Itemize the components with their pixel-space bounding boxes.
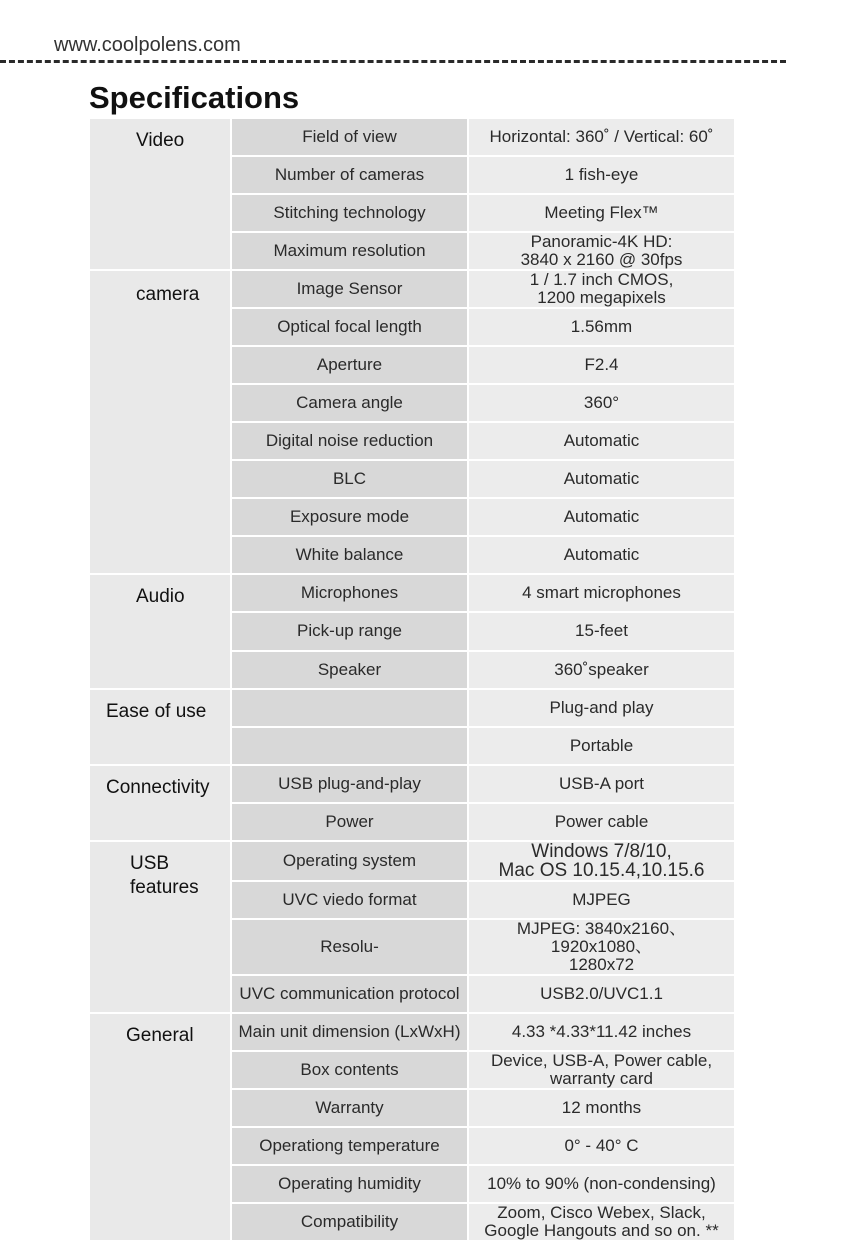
spec-label: Operating system [232,842,467,882]
spec-value: Portable [469,728,734,766]
spec-value: 0° - 40° C [469,1128,734,1166]
spec-label: Compatibility [232,1204,467,1242]
category-camera: camera [90,271,230,575]
category-connectivity: Connectivity [90,766,230,842]
spec-label: UVC viedo format [232,882,467,920]
spec-label: Operationg temperature [232,1128,467,1166]
spec-value: Horizontal: 360˚ / Vertical: 60˚ [469,119,734,157]
spec-value: Panoramic-4K HD: 3840 x 2160 @ 30fps [469,233,734,271]
spec-label: Box contents [232,1052,467,1090]
spec-label: Operating humidity [232,1166,467,1204]
spec-value: MJPEG: 3840x2160、1920x1080、 1280x72 [469,920,734,976]
spec-label: Aperture [232,347,467,385]
spec-label: Field of view [232,119,467,157]
spec-label: Number of cameras [232,157,467,195]
spec-value: 1.56mm [469,309,734,347]
spec-label: Image Sensor [232,271,467,309]
spec-value: Automatic [469,423,734,461]
spec-value: Automatic [469,499,734,537]
spec-value: 360° [469,385,734,423]
spec-label [232,690,467,728]
spec-label: Microphones [232,575,467,613]
spec-label: Exposure mode [232,499,467,537]
category-ease-of-use: Ease of use [90,690,230,766]
spec-value: Windows 7/8/10, Mac OS 10.15.4,10.15.6 [469,842,734,882]
spec-value: Automatic [469,461,734,499]
spec-value: 4.33 *4.33*11.42 inches [469,1014,734,1052]
spec-value: USB2.0/UVC1.1 [469,976,734,1014]
spec-value: USB-A port [469,766,734,804]
spec-value: MJPEG [469,882,734,920]
spec-value: 10% to 90% (non-condensing) [469,1166,734,1204]
page-title: Specifications [89,80,300,115]
spec-value: 15-feet [469,613,734,651]
spec-label: White balance [232,537,467,575]
spec-value: 1 / 1.7 inch CMOS, 1200 megapixels [469,271,734,309]
spec-label: Pick-up range [232,613,467,651]
spec-label: Resolu- [232,920,467,976]
spec-value: Automatic [469,537,734,575]
spec-value: F2.4 [469,347,734,385]
spec-label: Power [232,804,467,842]
spec-value: 12 months [469,1090,734,1128]
spec-value: Meeting Flex™ [469,195,734,233]
spec-value: 1 fish-eye [469,157,734,195]
spec-value: Device, USB-A, Power cable, warranty card [469,1052,734,1090]
website-url: www.coolpolens.com [54,34,241,56]
category-video: Video [90,119,230,271]
spec-label: BLC [232,461,467,499]
spec-label: UVC communication protocol [232,976,467,1014]
dashed-divider [0,60,786,63]
spec-label [232,728,467,766]
spec-label: Warranty [232,1090,467,1128]
spec-value: Plug-and play [469,690,734,728]
spec-label: Speaker [232,652,467,690]
spec-value: Zoom, Cisco Webex, Slack, Google Hangouts and so on. ** [469,1204,734,1242]
category-general: General [90,1014,230,1242]
spec-value: Power cable [469,804,734,842]
specifications-table [90,119,732,1242]
category-usb-features: USB features [90,842,230,1014]
spec-value: 4 smart microphones [469,575,734,613]
spec-value: 360˚speaker [469,652,734,690]
spec-label: Camera angle [232,385,467,423]
spec-label: Optical focal length [232,309,467,347]
category-audio: Audio [90,575,230,689]
spec-label: Main unit dimension (LxWxH) [232,1014,467,1052]
spec-label: Maximum resolution [232,233,467,271]
spec-label: USB plug-and-play [232,766,467,804]
spec-label: Digital noise reduction [232,423,467,461]
spec-label: Stitching technology [232,195,467,233]
